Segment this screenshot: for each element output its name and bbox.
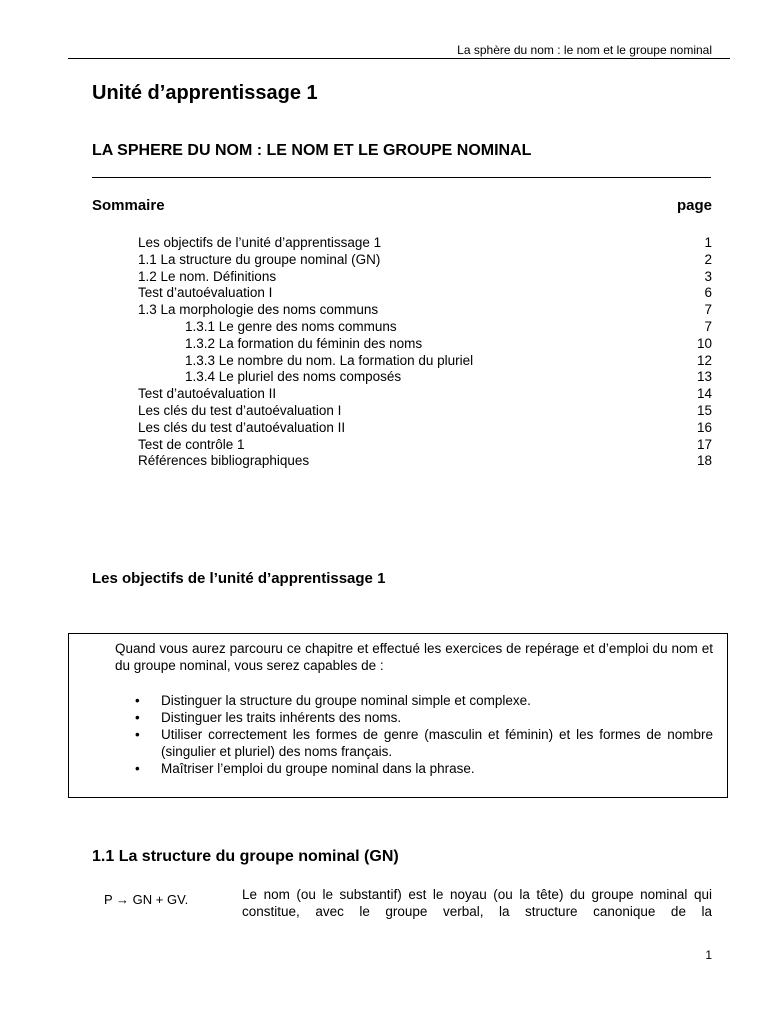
- toc-subentry[interactable]: [0, 336, 768, 353]
- toc-entry-label: Les clés du test d’autoévaluation II: [138, 419, 346, 435]
- toc-page-heading: page: [676, 197, 712, 214]
- toc-entry[interactable]: [0, 437, 768, 454]
- toc-entry-page: 6: [704, 285, 712, 301]
- toc-entry-page: 12: [696, 352, 712, 368]
- toc-entry-page: 3: [704, 268, 712, 284]
- list-item: [135, 760, 713, 777]
- list-item: [135, 692, 713, 709]
- toc-subentry[interactable]: [0, 319, 768, 336]
- objectives-heading: Les objectifs de l’unité d’apprentissage 1: [92, 570, 386, 587]
- toc-entry[interactable]: [0, 386, 768, 403]
- objective-text: Distinguer la structure du groupe nominal simple et complexe.: [161, 693, 531, 708]
- toc-entry[interactable]: [0, 403, 768, 420]
- formula: P → GN + GV.: [104, 892, 189, 907]
- page-number: 1: [705, 948, 712, 962]
- toc-entry-page: 14: [696, 386, 712, 402]
- bullet-icon: •: [135, 710, 140, 725]
- objective-text: Maîtriser l’emploi du groupe nominal dans la phrase.: [161, 761, 475, 776]
- bullet-icon: •: [135, 761, 140, 776]
- toc-entry-label: 1.2 Le nom. Définitions: [138, 268, 277, 284]
- toc-heading: Sommaire: [92, 197, 165, 214]
- chapter-rule: [92, 177, 711, 178]
- toc-entry[interactable]: [0, 235, 768, 252]
- bullet-icon: •: [135, 693, 140, 708]
- objective-text: Distinguer les traits inhérents des noms.: [161, 710, 402, 725]
- toc-entry-label: 1.3 La morphologie des noms communs: [138, 302, 379, 318]
- toc-entry-page: 13: [696, 369, 712, 385]
- toc-entry-page: 7: [704, 302, 712, 318]
- toc-entry-label: Test d’autoévaluation I: [138, 285, 273, 301]
- toc-entry-page: 7: [704, 318, 712, 334]
- chapter-title: LA SPHERE DU NOM : LE NOM ET LE GROUPE NOMINAL: [92, 142, 532, 159]
- objectives-list: [135, 692, 713, 777]
- toc-entry-page: 2: [704, 251, 712, 267]
- table-of-contents: [0, 235, 768, 470]
- section-heading: 1.1 La structure du groupe nominal (GN): [92, 848, 399, 865]
- unit-title: Unité d’apprentissage 1: [92, 82, 318, 104]
- toc-entry-page: 16: [696, 419, 712, 435]
- toc-entry-page: 17: [696, 436, 712, 452]
- header-rule: [68, 58, 730, 59]
- toc-entry-label: Références bibliographiques: [138, 453, 310, 469]
- toc-entry[interactable]: [0, 453, 768, 470]
- toc-entry-label: 1.3.2 La formation du féminin des noms: [185, 335, 423, 351]
- toc-entry-label: 1.3.1 Le genre des noms communs: [185, 318, 397, 334]
- toc-entry[interactable]: [0, 252, 768, 269]
- toc-entry-label: 1.3.3 Le nombre du nom. La formation du pluriel: [185, 352, 474, 368]
- toc-entry-label: Test de contrôle 1: [138, 436, 245, 452]
- toc-entry-page: 15: [696, 402, 712, 418]
- list-item: [135, 726, 713, 760]
- toc-entry[interactable]: [0, 302, 768, 319]
- toc-entry-label: 1.1 La structure du groupe nominal (GN): [138, 251, 381, 267]
- objectives-intro: Quand vous aurez parcouru ce chapitre et effectué les exercices de repérage et d’emploi du nom et du groupe nominal, vous serez capables de :: [115, 641, 713, 673]
- bullet-icon: •: [135, 727, 140, 742]
- toc-entry[interactable]: [0, 285, 768, 302]
- body-paragraph: Le nom (ou le substantif) est le noyau (ou la tête) du groupe nominal qui constitue, avec le groupe verbal, la structure canonique de la: [242, 887, 712, 919]
- toc-entry[interactable]: [0, 269, 768, 286]
- toc-entry-label: Les objectifs de l’unité d’apprentissage 1: [138, 235, 382, 250]
- toc-subentry[interactable]: [0, 369, 768, 386]
- toc-subentry[interactable]: [0, 353, 768, 370]
- toc-entry-page: 1: [704, 235, 712, 250]
- objective-text: Utiliser correctement les formes de genre (masculin et féminin) et les formes de nombre (singulier et pluriel) des noms français.: [161, 727, 713, 759]
- toc-entry-page: 10: [696, 335, 712, 351]
- objectives-box: [68, 633, 728, 798]
- toc-entry-label: Les clés du test d’autoévaluation I: [138, 402, 342, 418]
- list-item: [135, 709, 713, 726]
- running-header: La sphère du nom : le nom et le groupe nominal: [457, 43, 712, 57]
- toc-entry[interactable]: [0, 420, 768, 437]
- toc-entry-label: 1.3.4 Le pluriel des noms composés: [185, 369, 402, 385]
- toc-entry-label: Test d’autoévaluation II: [138, 386, 277, 402]
- toc-entry-page: 18: [696, 453, 712, 469]
